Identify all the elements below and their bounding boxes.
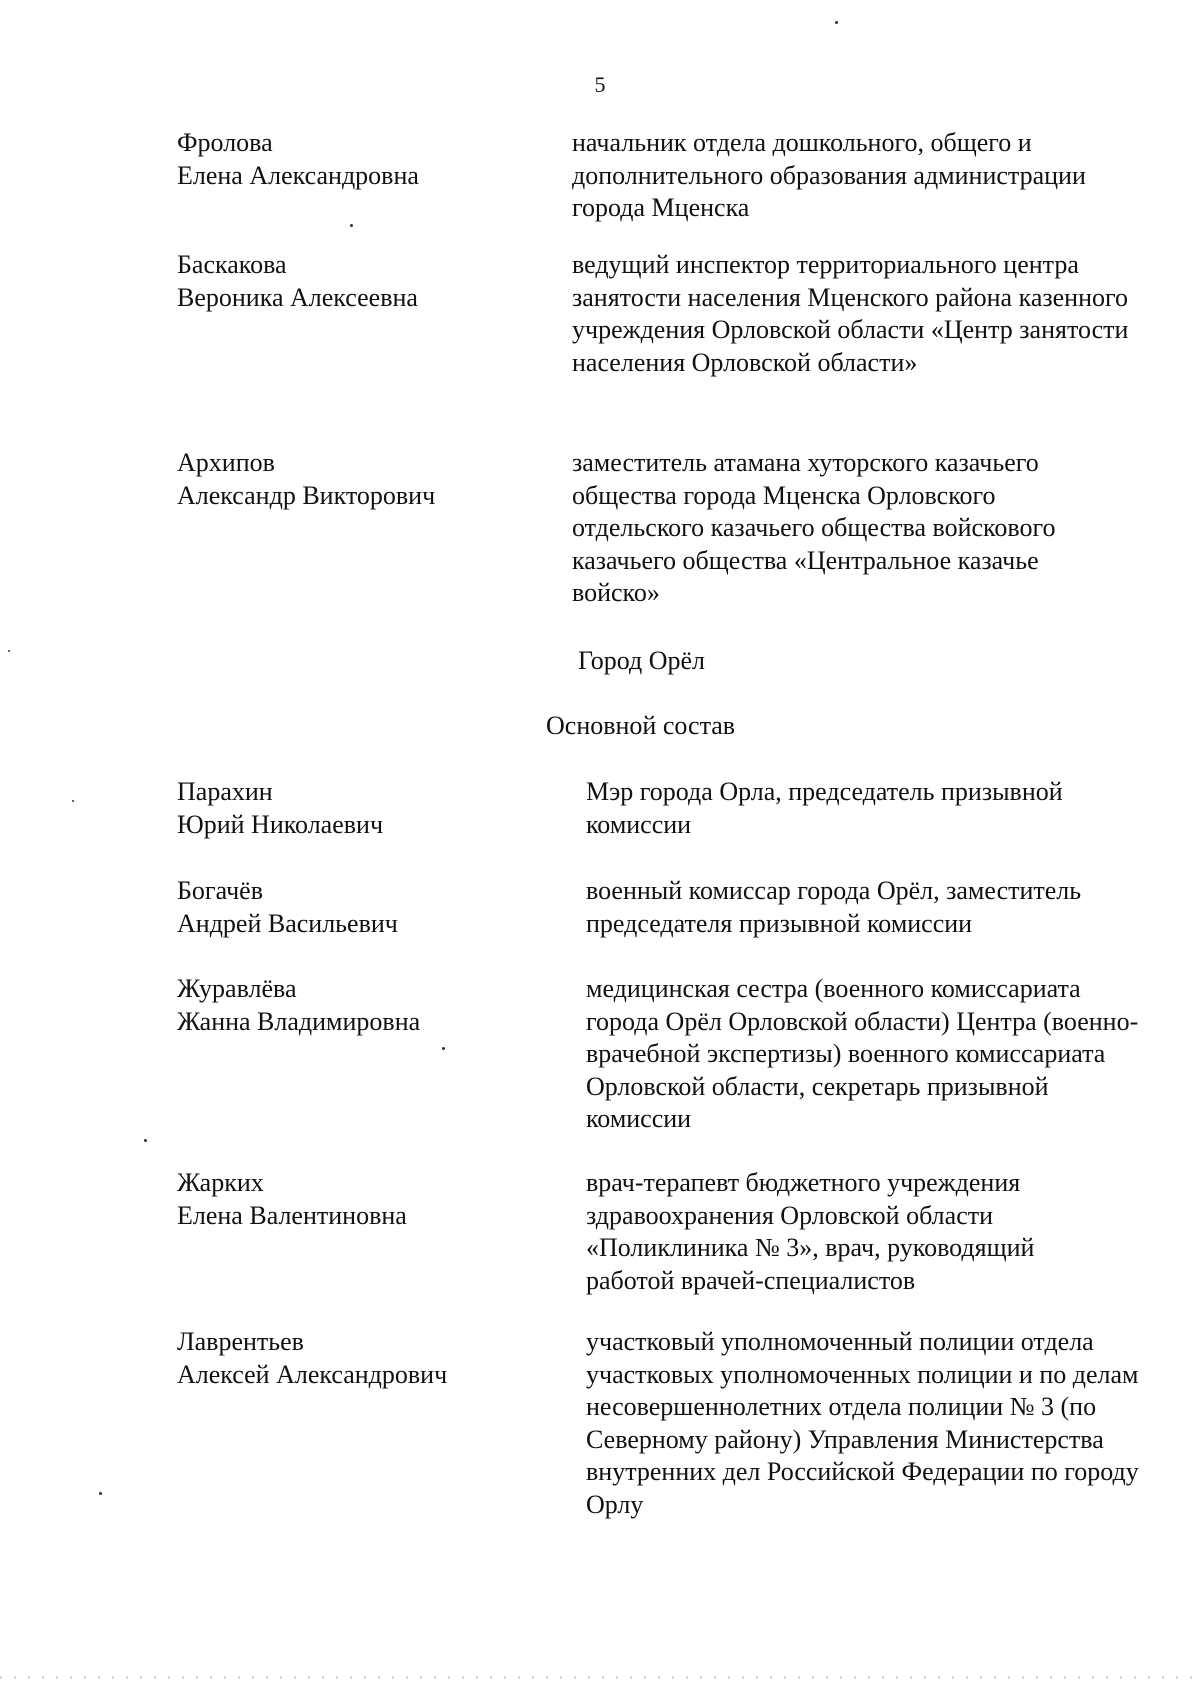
member-given-names: Алексей Александрович [177, 1359, 448, 1389]
member-role: военный комиссар города Орёл, заместитель председателя призывной комиссии [586, 876, 1082, 938]
member-name [177, 776, 383, 841]
scan-speck [72, 800, 74, 802]
member-role: заместитель атамана хуторского казачьего общества города Мценска Орловского отдельского казачьего общества войскового казачьего общества «Центральное казачье войско» [572, 448, 1056, 607]
member-given-names: Вероника Алексеевна [177, 282, 418, 312]
member-surname: Жарких [177, 1168, 264, 1197]
member-surname: Фролова [177, 128, 273, 157]
scan-speck [99, 1492, 102, 1495]
scan-edge-noise [0, 1676, 1200, 1679]
member-name [177, 249, 418, 314]
page-number: 5 [594, 72, 606, 97]
member-name [177, 875, 398, 940]
member-role: медицинская сестра (военного комиссариата города Орёл Орловской области) Центра (военно-врачебной экспертизы) военного комиссариата Орловской области, секретарь призывной комиссии [586, 974, 1139, 1133]
member-role: ведущий инспектор территориального центра занятости населения Мценского района казенного учреждения Орловской области «Центр занятости населения Орловской области» [572, 250, 1129, 377]
member-name [177, 447, 435, 512]
member-surname: Баскакова [177, 250, 287, 279]
member-surname: Журавлёва [177, 974, 297, 1003]
member-given-names: Жанна Владимировна [177, 1006, 421, 1036]
member-role: врач-терапевт бюджетного учреждения здравоохранения Орловской области «Поликлиника № 3», врач, руководящий работой врачей-специалистов [586, 1168, 1035, 1295]
member-name [177, 127, 419, 192]
member-given-names: Юрий Николаевич [177, 809, 384, 839]
member-surname: Богачёв [177, 876, 263, 905]
scan-speck [8, 650, 10, 652]
member-given-names: Елена Александровна [177, 160, 419, 190]
member-given-names: Андрей Васильевич [177, 908, 398, 938]
city-heading: Город Орёл [578, 646, 706, 675]
scan-speck [442, 1047, 445, 1050]
member-role: Мэр города Орла, председатель призывной комиссии [586, 777, 1063, 839]
member-surname: Парахин [177, 777, 273, 806]
member-given-names: Елена Валентиновна [177, 1200, 407, 1230]
scan-speck [144, 1139, 147, 1142]
member-surname: Архипов [177, 448, 275, 477]
member-role: начальник отдела дошкольного, общего и дополнительного образования администрации города Мценска [572, 128, 1086, 222]
member-role: участковый уполномоченный полиции отдела участковых уполномоченных полиции и по делам несовершеннолетних отдела полиции № 3 (по Северному району) Управления Министерства внутренних дел Российской Федерации по городу Орлу [586, 1327, 1139, 1519]
member-given-names: Александр Викторович [177, 480, 436, 510]
member-name [177, 1167, 407, 1232]
member-surname: Лаврентьев [177, 1327, 304, 1356]
member-name [177, 1326, 447, 1391]
composition-heading: Основной состав [546, 711, 736, 740]
scan-speck [350, 224, 353, 227]
scan-speck [835, 21, 838, 24]
member-name [177, 973, 420, 1038]
